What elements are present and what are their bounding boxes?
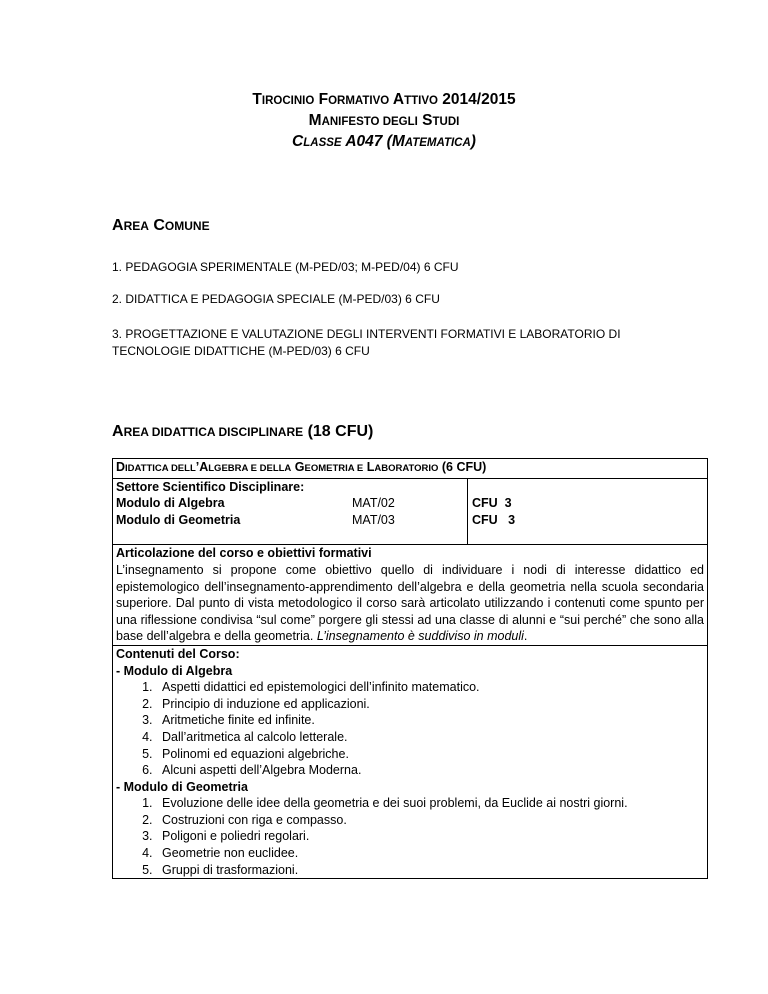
- contenuti-heading: Contenuti del Corso:: [116, 646, 240, 661]
- list-item: 1. Evoluzione delle idee della geometria e dei suoi problemi, da Euclide ai nostri giorni.: [156, 795, 704, 812]
- settore-label: Settore Scientifico Disciplinare:: [116, 479, 305, 494]
- module-name: Modulo di Algebra: [116, 496, 225, 511]
- modules-cell: [113, 478, 468, 545]
- module-cfu: CFU 3: [472, 496, 512, 511]
- algebra-heading: - Modulo di Algebra: [116, 663, 233, 678]
- cfu-cell: [468, 478, 708, 545]
- list-item: 5. Gruppi di trasformazioni.: [156, 862, 704, 879]
- list-item: 2. Principio di induzione ed applicazioni.: [156, 696, 704, 713]
- module-code: MAT/03: [352, 512, 395, 527]
- obiettivi-heading: Articolazione del corso e obiettivi formativi: [116, 546, 372, 561]
- obiettivi-cell: [113, 545, 708, 646]
- module-row-algebra: [116, 495, 464, 512]
- geometria-list: [116, 795, 704, 878]
- list-item: 4. Geometrie non euclidee.: [156, 845, 704, 862]
- area-comune-heading: AREA COMUNE: [112, 217, 210, 234]
- list-item: 3. Poligoni e poliedri regolari.: [156, 828, 704, 845]
- course-table: [112, 458, 708, 879]
- list-item: 5. Polinomi ed equazioni algebriche.: [156, 746, 704, 763]
- contenuti-cell: [113, 645, 708, 878]
- module-cfu: CFU 3: [472, 512, 516, 527]
- geometria-heading: - Modulo di Geometria: [116, 779, 248, 794]
- module-row-geometria: [116, 512, 464, 529]
- list-item: 1. Aspetti didattici ed epistemologici dell’infinito matematico.: [156, 679, 704, 696]
- title-class: CLASSE A047 (MATEMATICA): [292, 133, 476, 150]
- area-comune-item: 2. DIDATTICA E PEDAGOGIA SPECIALE (M-PED/03) 6 CFU: [112, 292, 440, 306]
- area-comune-item: 1. PEDAGOGIA SPERIMENTALE (M-PED/03; M-PED/04) 6 CFU: [112, 260, 459, 274]
- list-item: 2. Costruzioni con riga e compasso.: [156, 812, 704, 829]
- list-item: 3. Aritmetiche finite ed infinite.: [156, 712, 704, 729]
- module-code: MAT/02: [352, 496, 395, 511]
- title-programme: TIROCINIO FORMATIVO ATTIVO 2014/2015: [252, 91, 516, 108]
- module-name: Modulo di Geometria: [116, 512, 241, 527]
- document-header: [0, 90, 768, 153]
- obiettivi-text: L’insegnamento si propone come obiettivo quello di individuare i nodi di interesse didattico ed epistemologico dell’insegnamento-apprendimento dell’algebra e della geometria nella scuola secondaria superiore. Dal punto di vista metodologico il corso sarà articolato utilizzando i contenuti come spunto per una riflessione condivisa “sul come” porgere gli stessi ad una classe di alunni e “sui perché” che sono alla base dell’algebra e della geometria. L’insegnamento è suddiviso in moduli.: [116, 562, 704, 644]
- list-item: 6. Alcuni aspetti dell’Algebra Moderna.: [156, 762, 704, 779]
- algebra-list: [116, 679, 704, 779]
- title-manifesto: MANIFESTO DEGLI STUDI: [308, 112, 460, 129]
- list-item: 4. Dall’aritmetica al calcolo letterale.: [156, 729, 704, 746]
- area-comune-item: 3. PROGETTAZIONE E VALUTAZIONE DEGLI INTERVENTI FORMATIVI E LABORATORIO DI TECNOLOGIE DIDATTICHE (M-PED/03) 6 CFU: [112, 327, 621, 358]
- area-didattica-heading: AREA DIDATTICA DISCIPLINARE (18 CFU): [112, 423, 374, 440]
- course-title: DIDATTICA DELL’ALGEBRA E DELLA GEOMETRIA E LABORATORIO (6 CFU): [113, 459, 708, 479]
